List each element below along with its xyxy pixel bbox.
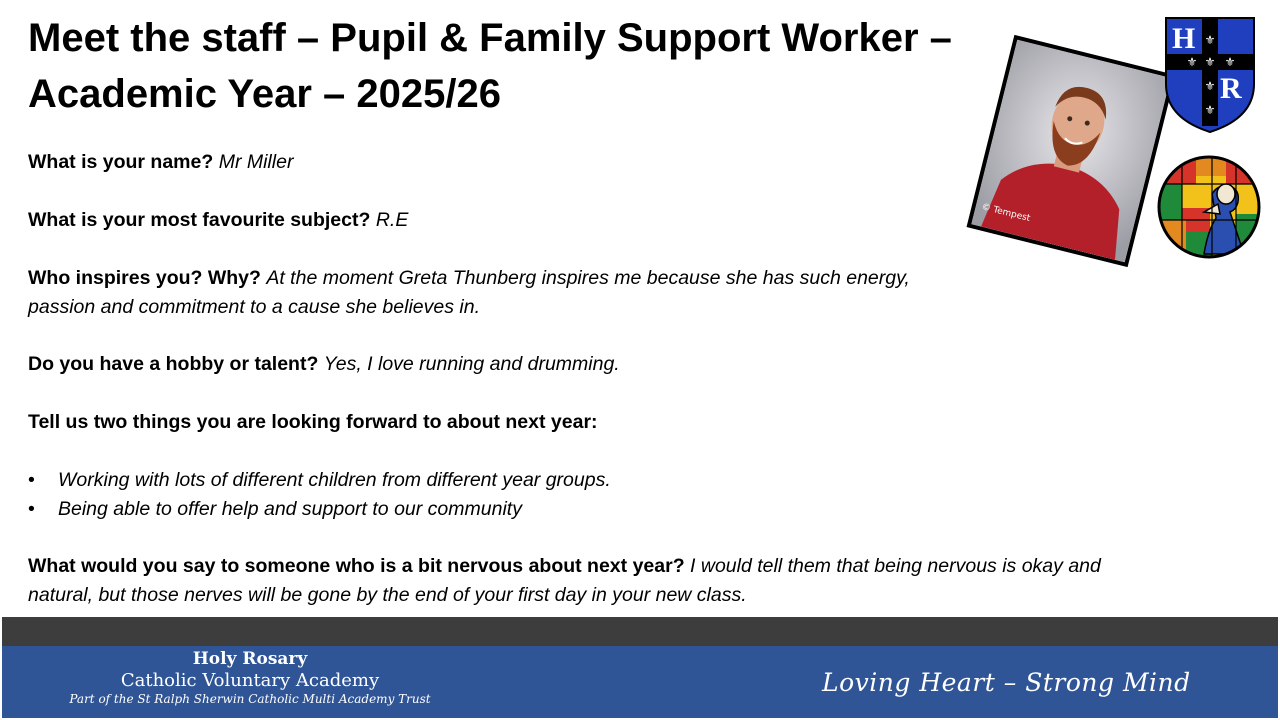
answer-nervous-cont: natural, but those nerves will be gone by the end of your first day in your new class. xyxy=(28,584,747,606)
list-item xyxy=(28,466,611,495)
question-inspires: Who inspires you? Why? xyxy=(28,267,261,289)
question-nervous: What would you say to someone who is a bit nervous about next year? xyxy=(28,555,685,577)
question-hobby: Do you have a hobby or talent? xyxy=(28,353,319,375)
photo-watermark: © Tempest xyxy=(980,202,1032,224)
page-title xyxy=(28,10,1028,122)
looking-forward-list xyxy=(28,466,611,524)
qa-hobby xyxy=(28,350,1228,379)
svg-text:⚜: ⚜ xyxy=(1204,79,1216,93)
answer-inspires: At the moment Greta Thunberg inspires me because she has such energy, xyxy=(266,267,910,289)
answer-hobby: Yes, I love running and drumming. xyxy=(323,353,620,375)
school-motto: Loving Heart – Strong Mind xyxy=(822,668,1191,697)
qa-nervous xyxy=(28,552,1228,610)
trust-name: Part of the St Ralph Sherwin Catholic Multi Academy Trust xyxy=(69,692,431,706)
question-looking-forward: Tell us two things you are looking forward to about next year: xyxy=(28,411,598,433)
bullet-icon: • xyxy=(28,498,35,520)
list-item-text: Being able to offer help and support to our community xyxy=(58,498,522,520)
crest-letter-r: R xyxy=(1220,72,1242,105)
school-crest xyxy=(1162,14,1258,134)
footer-divider xyxy=(2,617,1278,646)
school-type: Catholic Voluntary Academy xyxy=(120,670,380,691)
svg-text:⚜: ⚜ xyxy=(1204,55,1216,69)
answer-subject: R.E xyxy=(375,209,409,231)
list-item-text: Working with lots of different children from different year groups. xyxy=(58,469,611,491)
list-item xyxy=(28,495,611,524)
question-subject: What is your most favourite subject? xyxy=(28,209,371,231)
school-name: Holy Rosary xyxy=(192,649,308,669)
svg-text:⚜: ⚜ xyxy=(1224,55,1236,69)
qa-looking-forward xyxy=(28,408,1228,437)
crest-letter-h: H xyxy=(1172,22,1196,55)
svg-text:⚜: ⚜ xyxy=(1204,103,1216,117)
answer-inspires-cont: passion and commitment to a cause she believes in. xyxy=(28,296,480,318)
praying-figure-icon xyxy=(1156,154,1262,260)
answer-nervous: I would tell them that being nervous is okay and xyxy=(690,555,1101,577)
qa-inspires xyxy=(28,264,1228,322)
question-name: What is your name? xyxy=(28,151,214,173)
svg-text:⚜: ⚜ xyxy=(1186,55,1198,69)
svg-text:⚜: ⚜ xyxy=(1204,33,1216,47)
bullet-icon: • xyxy=(28,469,35,491)
stained-glass-badge xyxy=(1156,154,1262,260)
title-line-1: Meet the staff – Pupil & Family Support Worker – xyxy=(28,16,952,60)
answer-name: Mr Miller xyxy=(218,151,294,173)
school-name-block xyxy=(30,649,470,707)
title-line-2: Academic Year – 2025/26 xyxy=(28,72,501,116)
